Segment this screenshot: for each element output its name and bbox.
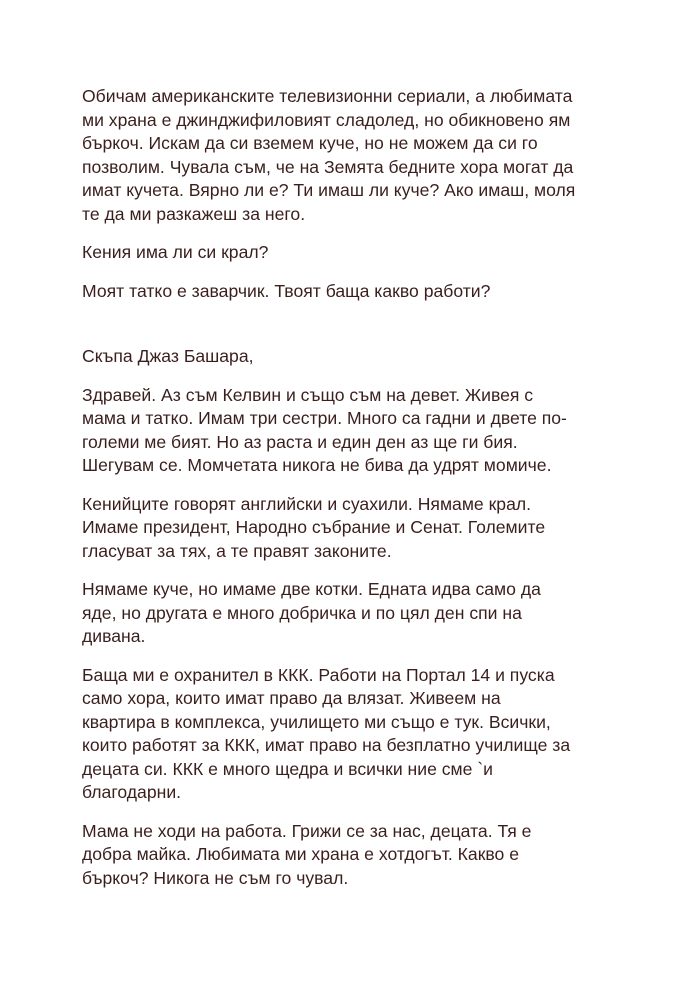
paragraph-kenya-king	[82, 241, 642, 265]
text-line: дивана.	[82, 626, 146, 646]
text-line: яде, но другата е много добричка и по цял ден спи на	[82, 602, 522, 623]
text-line: благодарни.	[82, 782, 182, 802]
text-line: големи ме бият. Но аз раста и един ден аз ще ги бия.	[82, 431, 518, 452]
text-line: имат кучета. Вярно ли е? Ти имаш ли куче? Ако имаш, моля	[82, 180, 576, 200]
text-line: Баща ми е охранител в ККК. Работи на Портал 14 и пуска	[82, 664, 555, 685]
text-line: гласуват за тях, а те правят законите.	[82, 540, 392, 561]
text-line: ми храна е джинджифиловият сладолед, но обикновено ям	[82, 109, 571, 130]
letter-part-2	[82, 345, 642, 905]
paragraph-mother	[82, 820, 642, 891]
paragraph-introduction	[82, 384, 642, 478]
paragraph-father-guard	[82, 664, 642, 805]
letter-part-1	[82, 85, 642, 318]
text-line: Мама не ходи на работа. Грижи се за нас, децата. Тя е	[82, 820, 532, 841]
text-line: мама и татко. Имам три сестри. Много са гадни и двете по-	[82, 408, 567, 428]
text-line: Шегувам се. Момчетата никога не бива да удрят момиче.	[82, 455, 552, 475]
paragraph-pets	[82, 578, 642, 649]
text-line: квартира в комплекса, училището ми също е тук. Всички,	[82, 711, 551, 732]
text-line: Обичам американските телевизионни сериали, а любимата	[82, 86, 573, 106]
text-line: които работят за ККК, имат право на безплатно училище за	[82, 735, 571, 755]
text-line: Кенийците говорят английски и суахили. Нямаме крал.	[82, 493, 532, 514]
paragraph-languages	[82, 493, 642, 564]
salutation-line: Скъпа Джаз Башара,	[82, 346, 254, 366]
text-line: Имаме президент, Народно събрание и Сенат. Големите	[82, 517, 546, 537]
salutation	[82, 345, 642, 369]
text-line: Кения има ли си крал?	[82, 242, 269, 262]
paragraph-father-job	[82, 280, 642, 304]
text-line: само хора, които имат право да влязат. Живеем на	[82, 688, 501, 708]
text-line: бъркоч. Искам да си вземем куче, но не можем да си го	[82, 133, 538, 153]
text-line: Нямаме куче, но имаме две котки. Едната идва само да	[82, 579, 541, 599]
text-line: позволим. Чувала съм, че на Земята бедните хора могат да	[82, 156, 574, 177]
text-line: Моят татко е заварчик. Твоят баща какво работи?	[82, 280, 491, 301]
text-line: те да ми разкажеш за него.	[82, 203, 306, 224]
text-line: бъркоч? Никога не съм го чувал.	[82, 867, 349, 888]
text-line: децата си. ККК е много щедра и всички ние сме `и	[82, 758, 494, 779]
text-line: добра майка. Любимата ми храна е хотдогът. Какво е	[82, 844, 520, 864]
paragraph-tv-and-dogs	[82, 85, 642, 226]
text-line: Здравей. Аз съм Келвин и също съм на девет. Живея с	[82, 384, 534, 405]
